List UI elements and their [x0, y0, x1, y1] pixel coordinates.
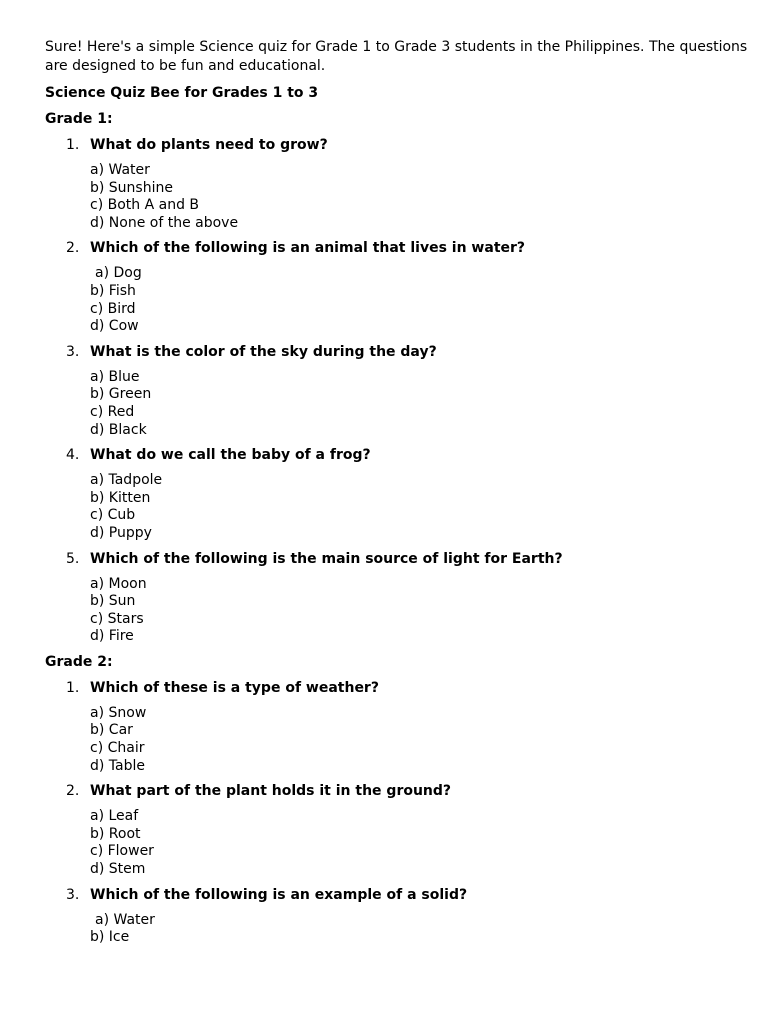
answer-options: [90, 162, 768, 232]
intro-paragraph: Sure! Here's a simple Science quiz for Grade 1 to Grade 3 students in the Philippines. The questions are designed to be fun and educational.: [45, 39, 748, 74]
question-number: 5.: [66, 550, 80, 567]
answer-option: c) Cub: [90, 507, 136, 524]
question-number: 3.: [66, 343, 80, 360]
grade-heading: Grade 2:: [45, 653, 113, 670]
question-number: 1.: [66, 679, 80, 696]
question-number: 1.: [66, 137, 80, 153]
question-item: [45, 446, 768, 542]
answer-option: b) Fish: [90, 282, 136, 299]
answer-option: b) Car: [90, 722, 133, 739]
answer-option: c) Both A and B: [90, 197, 200, 214]
question-text: What part of the plant holds it in the ground?: [90, 783, 452, 800]
question-item: [45, 136, 768, 232]
question-item: [45, 239, 768, 335]
question-number: 3.: [66, 886, 80, 903]
answer-options: [90, 912, 768, 947]
answer-option: a) Blue: [90, 368, 140, 385]
answer-option: a) Water: [90, 162, 150, 178]
answer-option: d) Table: [90, 757, 146, 774]
answer-option: a) Tadpole: [90, 472, 163, 489]
answer-options: [90, 369, 768, 439]
question-item: [45, 343, 768, 439]
question-list: [45, 136, 768, 646]
answer-option: b) Root: [90, 825, 141, 842]
answer-option: d) Fire: [90, 628, 134, 645]
question-number: 2.: [66, 783, 80, 800]
answer-options: [90, 265, 768, 335]
answer-options: [90, 808, 768, 878]
question-text: What do we call the baby of a frog?: [90, 447, 371, 464]
answer-option: d) Puppy: [90, 524, 152, 541]
grade-section: [45, 653, 768, 947]
answer-option: b) Sunshine: [90, 179, 173, 196]
answer-options: [90, 705, 768, 775]
answer-option: b) Green: [90, 386, 152, 403]
answer-option: a) Dog: [95, 265, 142, 282]
question-number: 2.: [66, 240, 80, 257]
answer-option: a) Snow: [90, 704, 147, 721]
question-item: [45, 886, 768, 947]
answer-option: d) Cow: [90, 318, 139, 335]
answer-option: a) Water: [95, 911, 155, 928]
answer-option: b) Kitten: [90, 489, 151, 506]
question-list: [45, 679, 768, 947]
answer-option: c) Red: [90, 403, 135, 420]
answer-option: a) Leaf: [90, 808, 139, 825]
question-item: [45, 782, 768, 878]
question-text: Which of the following is an example of a solid?: [90, 886, 468, 903]
answer-option: c) Bird: [90, 300, 136, 317]
answer-option: c) Flower: [90, 843, 154, 860]
answer-option: b) Sun: [90, 593, 136, 610]
answer-option: c) Stars: [90, 610, 144, 627]
answer-option: b) Ice: [90, 929, 130, 946]
grade-heading: Grade 1:: [45, 111, 113, 127]
answer-option: d) None of the above: [90, 214, 239, 231]
question-text: Which of these is a type of weather?: [90, 679, 379, 696]
question-text: What do plants need to grow?: [90, 137, 328, 153]
quiz-title: Science Quiz Bee for Grades 1 to 3: [45, 85, 319, 101]
answer-options: [90, 576, 768, 646]
answer-option: a) Moon: [90, 575, 147, 592]
question-number: 4.: [66, 447, 80, 464]
answer-option: d) Black: [90, 421, 147, 438]
question-item: [45, 679, 768, 775]
question-text: Which of the following is the main source of light for Earth?: [90, 550, 563, 567]
answer-option: c) Chair: [90, 740, 145, 757]
question-text: What is the color of the sky during the day?: [90, 343, 437, 360]
question-text: Which of the following is an animal that lives in water?: [90, 240, 526, 257]
question-item: [45, 550, 768, 646]
answer-options: [90, 472, 768, 542]
answer-option: d) Stem: [90, 861, 146, 878]
grade-section: [45, 110, 768, 646]
